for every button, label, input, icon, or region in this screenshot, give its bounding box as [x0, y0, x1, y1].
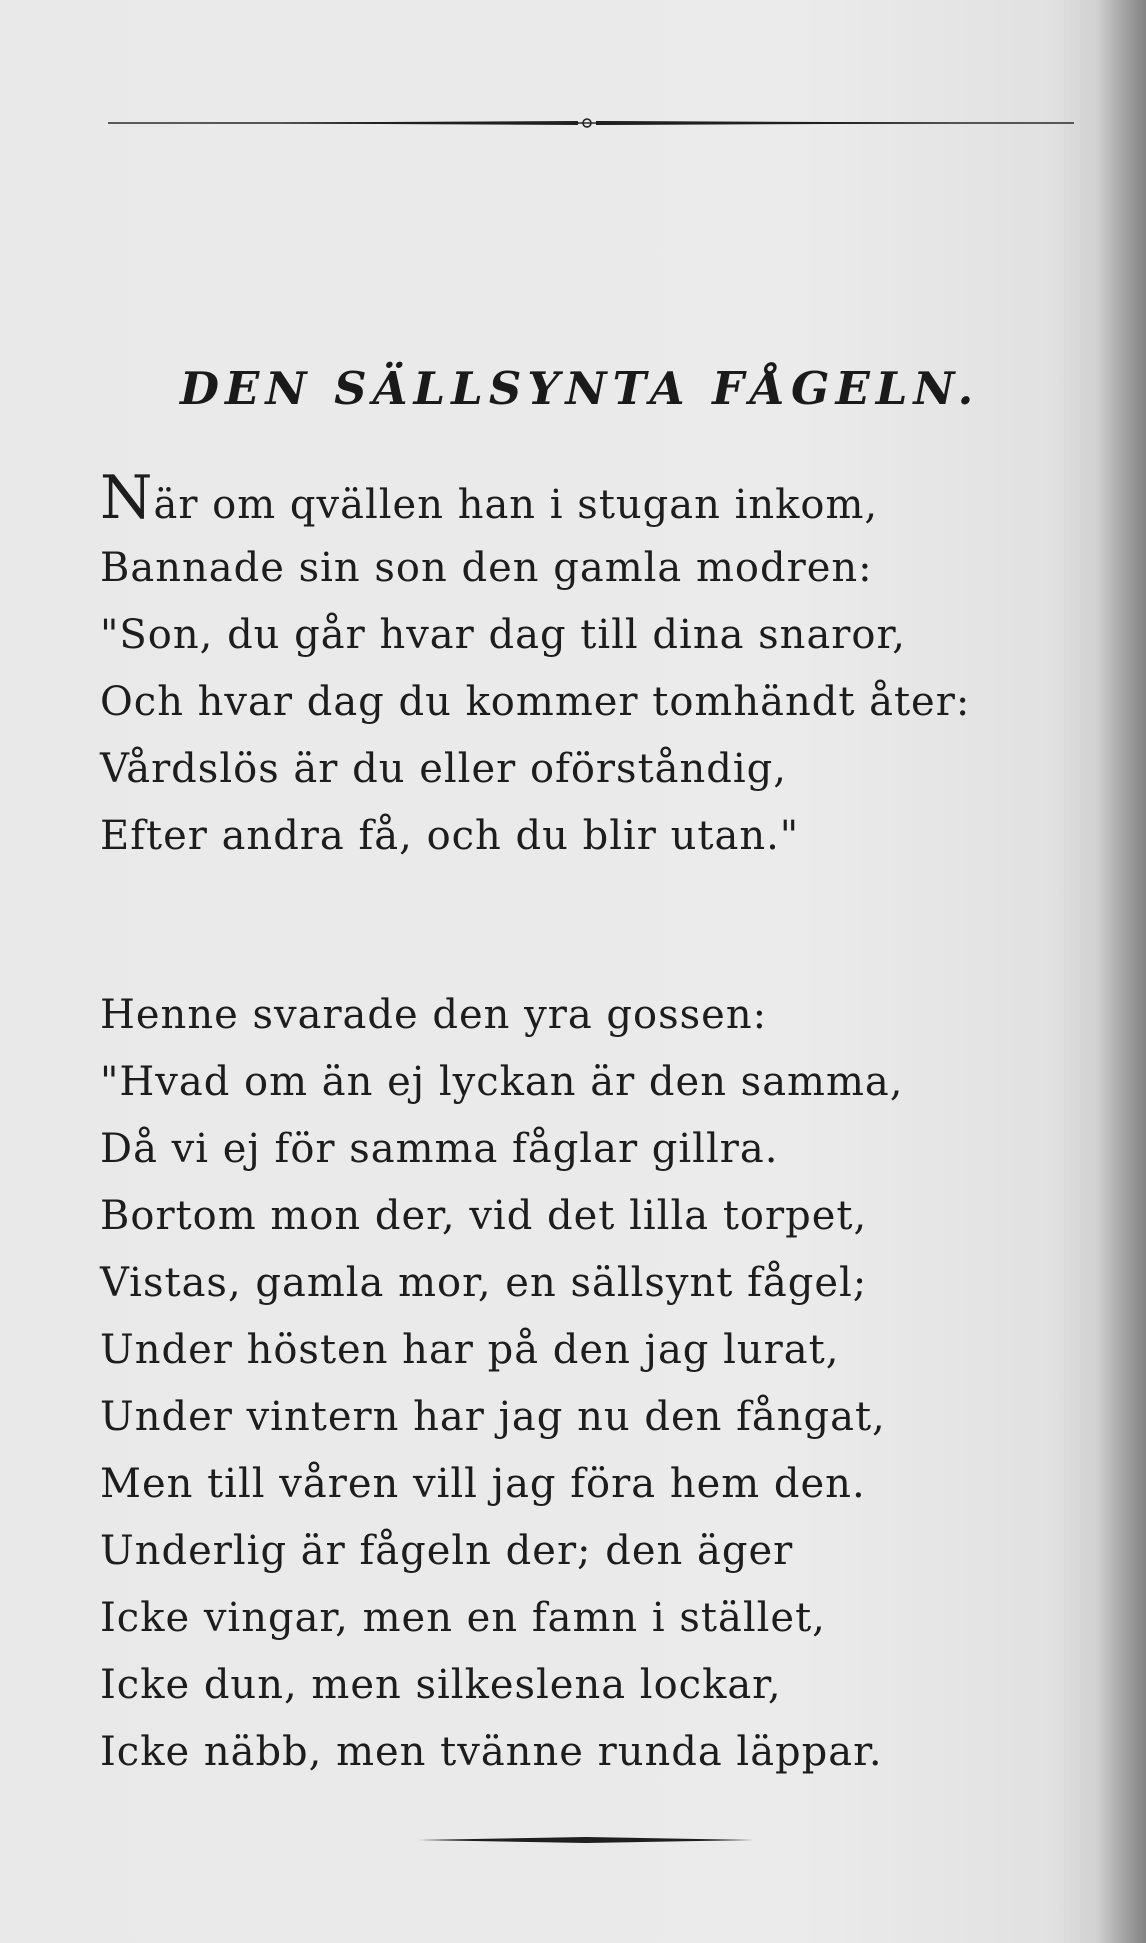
poem-line: Icke vingar, men en famn i stället, [100, 1595, 826, 1641]
poem-line: Och hvar dag du kommer tomhändt åter: [100, 679, 971, 725]
poem-line: Bortom mon der, vid det lilla torpet, [100, 1193, 868, 1239]
poem-line: Bannade sin son den gamla modren: [100, 545, 873, 591]
top-ornamental-rule [108, 118, 1074, 128]
stanza-1 [100, 463, 1040, 870]
poem-line: Vistas, gamla mor, en sällsynt fågel; [100, 1260, 868, 1306]
page-gutter-shadow [1098, 0, 1146, 1943]
poem-title: DEN SÄLLSYNTA FÅGELN. [180, 362, 980, 415]
poem-line: Icke näbb, men tvänne runda läppar. [100, 1729, 883, 1775]
poem-line: Men till våren vill jag föra hem den. [100, 1461, 866, 1507]
poem-line: "Son, du går hvar dag till dina snaror, [100, 612, 906, 658]
poem-line: Då vi ej för samma fåglar gillra. [100, 1126, 779, 1172]
poem-line: Under vintern har jag nu den fångat, [100, 1394, 886, 1440]
poem-line-text: är om qvällen han i stugan inkom, [153, 482, 879, 528]
stanza-2 [100, 982, 1040, 1786]
poem-line: "Hvad om än ej lyckan är den samma, [100, 1059, 904, 1105]
poem-line: Icke dun, men silkeslena lockar, [100, 1662, 782, 1708]
poem-line: Underlig är fågeln der; den äger [100, 1528, 794, 1574]
poem-line: Henne svarade den yra gossen: [100, 992, 768, 1038]
poem-line [100, 463, 1040, 535]
poem-line: Efter andra få, och du blir utan." [100, 813, 800, 859]
bottom-ornamental-rule [418, 1836, 754, 1844]
poem-line: Vårdslös är du eller oförståndig, [100, 746, 787, 792]
poem-line: Under hösten har på den jag lurat, [100, 1327, 840, 1373]
drop-cap: N [100, 463, 154, 533]
